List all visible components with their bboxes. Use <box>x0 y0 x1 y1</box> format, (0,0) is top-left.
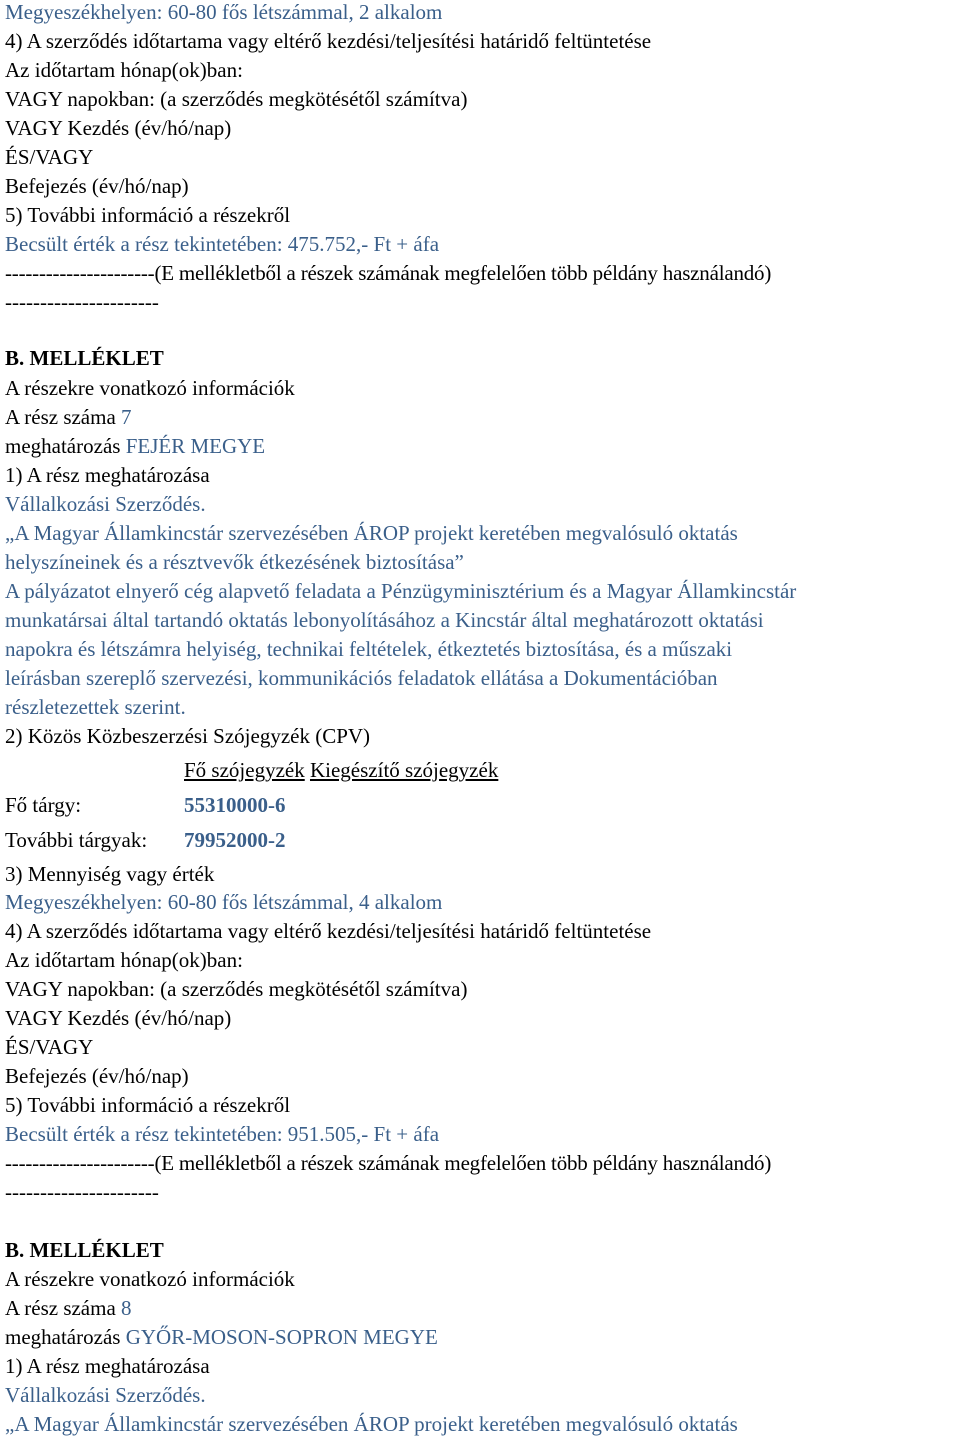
part-number-label: A rész száma <box>5 1296 116 1320</box>
end-date-label: Befejezés (év/hó/nap) <box>5 174 189 198</box>
description-line: helyszíneinek és a résztvevők étkezésének biztosítása” <box>5 550 464 574</box>
duration-months-label: Az időtartam hónap(ok)ban: <box>5 58 243 82</box>
definition <box>5 434 265 458</box>
part-definition-heading: 1) A rész meghatározása <box>5 1354 210 1378</box>
separator-note: ----------------------(E mellékletből a részek számának megfelelően több példány használandó) <box>5 1151 772 1175</box>
body-text-line: napokra és létszámra helyiség, technikai feltételek, étkeztetés biztosítása, és a műszaki <box>5 637 733 661</box>
quantity-value: Megyeszékhelyen: 60-80 fős létszámmal, 2 alkalom <box>5 0 443 24</box>
part-number <box>5 1296 132 1320</box>
quantity-value: Megyeszékhelyen: 60-80 fős létszámmal, 4 alkalom <box>5 890 443 914</box>
duration-heading: 4) A szerződés időtartama vagy eltérő kezdési/teljesítési határidő feltüntetése <box>5 919 652 943</box>
main-object-label: Fő tárgy: <box>5 793 82 817</box>
parts-info-heading: A részekre vonatkozó információk <box>5 1267 295 1291</box>
part-number-value: 8 <box>121 1296 132 1320</box>
cpv-column-headers <box>184 758 498 782</box>
description-line: „A Magyar Államkincstár szervezésében ÁROP projekt keretében megvalósuló oktatás <box>5 1412 738 1436</box>
and-or-label: ÉS/VAGY <box>5 1035 94 1059</box>
separator-line: ---------------------- <box>5 1180 159 1204</box>
estimated-value: Becsült érték a rész tekintetében: 951.505,- Ft + áfa <box>5 1122 440 1146</box>
further-info-heading: 5) További információ a részekről <box>5 203 291 227</box>
additional-objects-label: További tárgyak: <box>5 828 148 852</box>
parts-info-heading: A részekre vonatkozó információk <box>5 376 295 400</box>
definition-value: GYŐR-MOSON-SOPRON MEGYE <box>125 1325 438 1349</box>
estimated-value: Becsült érték a rész tekintetében: 475.752,- Ft + áfa <box>5 232 440 256</box>
definition-label: meghatározás <box>5 1325 121 1349</box>
annex-title: B. MELLÉKLET <box>5 1238 164 1262</box>
part-number-value: 7 <box>121 405 132 429</box>
body-text-line: A pályázatot elnyerő cég alapvető feladata a Pénzügyminisztérium és a Magyar Államkincstár <box>5 579 797 603</box>
contract-type: Vállalkozási Szerződés. <box>5 492 206 516</box>
definition <box>5 1325 438 1349</box>
end-date-label: Befejezés (év/hó/nap) <box>5 1064 189 1088</box>
duration-heading: 4) A szerződés időtartama vagy eltérő kezdési/teljesítési határidő feltüntetése <box>5 29 652 53</box>
body-text-line: részletezettek szerint. <box>5 695 186 719</box>
cpv-supp-vocab-header: Kiegészítő szójegyzék <box>309 758 499 782</box>
separator-note: ----------------------(E mellékletből a részek számának megfelelően több példány használandó) <box>5 261 772 285</box>
duration-days-label: VAGY napokban: (a szerződés megkötésétől számítva) <box>5 87 468 111</box>
annex-title: B. MELLÉKLET <box>5 346 164 370</box>
additional-objects-code: 79952000-2 <box>184 828 286 852</box>
part-definition-heading: 1) A rész meghatározása <box>5 463 210 487</box>
body-text-line: leírásban szereplő szervezési, kommunikációs feladatok ellátása a Dokumentációban <box>5 666 718 690</box>
main-object-code: 55310000-6 <box>184 793 286 817</box>
further-info-heading: 5) További információ a részekről <box>5 1093 291 1117</box>
quantity-heading: 3) Mennyiség vagy érték <box>5 862 215 886</box>
definition-label: meghatározás <box>5 434 121 458</box>
part-number-label: A rész száma <box>5 405 116 429</box>
duration-days-label: VAGY napokban: (a szerződés megkötésétől számítva) <box>5 977 468 1001</box>
cpv-heading: 2) Közös Közbeszerzési Szójegyzék (CPV) <box>5 724 371 748</box>
start-date-label: VAGY Kezdés (év/hó/nap) <box>5 1006 232 1030</box>
description-line: „A Magyar Államkincstár szervezésében ÁROP projekt keretében megvalósuló oktatás <box>5 521 738 545</box>
duration-months-label: Az időtartam hónap(ok)ban: <box>5 948 243 972</box>
contract-type: Vállalkozási Szerződés. <box>5 1383 206 1407</box>
separator-line: ---------------------- <box>5 290 159 314</box>
start-date-label: VAGY Kezdés (év/hó/nap) <box>5 116 232 140</box>
and-or-label: ÉS/VAGY <box>5 145 94 169</box>
definition-value: FEJÉR MEGYE <box>125 434 266 458</box>
part-number <box>5 405 132 429</box>
cpv-main-vocab-header: Fő szójegyzék <box>184 758 305 782</box>
body-text-line: munkatársai által tartandó oktatás lebonyolításához a Kincstár által meghatározott oktatási <box>5 608 764 632</box>
